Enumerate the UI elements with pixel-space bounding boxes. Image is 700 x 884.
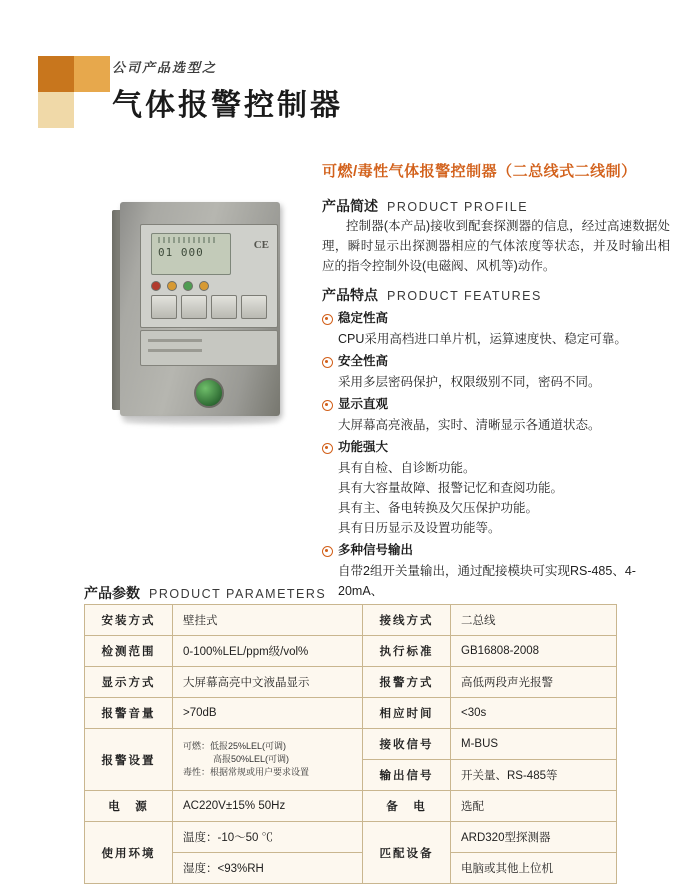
product-parameters-table	[84, 604, 617, 884]
param-value: 温度：-10～50 ℃	[173, 822, 363, 853]
param-label: 匹配设备	[363, 822, 451, 884]
param-value: 高低两段声光报警	[451, 667, 617, 698]
product-features-list	[322, 308, 674, 623]
feature-line: 具有自检、自诊断功能。	[338, 461, 476, 475]
status-led-icon	[199, 281, 209, 291]
led-indicator-row	[151, 279, 267, 291]
param-value: M-BUS	[451, 729, 617, 760]
param-value: AC220V±15% 50Hz	[173, 791, 363, 822]
param-label: 安装方式	[85, 605, 173, 636]
product-parameters-heading-en: PRODUCT PARAMETERS	[149, 587, 327, 601]
param-value-line: 可燃：低报25%LEL(可调)	[183, 741, 287, 751]
bullet-icon	[322, 400, 333, 411]
table-row	[85, 636, 617, 667]
lcd-bargraph	[158, 237, 218, 243]
feature-line: CPU采用高档进口单片机，运算速度快、稳定可靠。	[338, 332, 627, 346]
device-lower-panel	[140, 330, 278, 366]
feature-item	[322, 437, 674, 538]
feature-item	[322, 308, 674, 349]
param-value: ARD320型探测器	[451, 822, 617, 853]
feature-item	[322, 394, 674, 435]
feature-title-text: 安全性高	[338, 354, 389, 368]
feature-title	[322, 351, 674, 372]
feature-title-text: 显示直观	[338, 397, 389, 411]
product-profile-heading-en: PRODUCT PROFILE	[387, 200, 529, 214]
param-label: 使用环境	[85, 822, 173, 884]
product-headline: 可燃/毒性气体报警控制器（二总线式二线制）	[322, 163, 637, 180]
label-strip-1	[148, 339, 202, 342]
page-header	[0, 0, 700, 140]
param-label: 报警音量	[85, 698, 173, 729]
indicator-lamp-icon	[194, 378, 224, 408]
power-led-icon	[183, 281, 193, 291]
param-value: 二总线	[451, 605, 617, 636]
param-value: 开关量、RS-485等	[451, 760, 617, 791]
param-label: 报警方式	[363, 667, 451, 698]
header-kicker: 公司产品选型之	[112, 60, 218, 75]
ce-mark-icon: CE	[253, 239, 269, 251]
device-body	[120, 202, 280, 416]
feature-line: 具有大容量故障、报警记忆和查阅功能。	[338, 481, 564, 495]
param-value: 壁挂式	[173, 605, 363, 636]
decorative-square-mid	[74, 56, 110, 92]
bullet-icon	[322, 443, 333, 454]
bullet-icon	[322, 546, 333, 557]
feature-title	[322, 308, 674, 329]
param-label: 检测范围	[85, 636, 173, 667]
feature-title	[322, 540, 674, 561]
param-value: >70dB	[173, 698, 363, 729]
feature-line: 大屏幕高亮液晶，实时、清晰显示各通道状态。	[338, 418, 601, 432]
param-value: 0-100%LEL/ppm级/vol%	[173, 636, 363, 667]
bullet-icon	[322, 314, 333, 325]
lcd-screen	[151, 233, 231, 275]
feature-title	[322, 437, 674, 458]
param-value	[173, 729, 363, 791]
param-value: 湿度：<93%RH	[173, 853, 363, 884]
feature-title	[322, 394, 674, 415]
table-row	[85, 729, 617, 760]
device-shadow	[122, 418, 280, 425]
param-value: 大屏幕高亮中文液晶显示	[173, 667, 363, 698]
keypad-button-1	[151, 295, 177, 319]
param-value: 选配	[451, 791, 617, 822]
feature-item	[322, 351, 674, 392]
keypad-button-2	[181, 295, 207, 319]
product-parameters-heading	[84, 583, 326, 603]
product-image	[112, 196, 298, 426]
label-strip-2	[148, 349, 202, 352]
fault-led-icon	[167, 281, 177, 291]
table-row	[85, 791, 617, 822]
decorative-square-light	[38, 92, 74, 128]
param-label: 显示方式	[85, 667, 173, 698]
param-label: 接收信号	[363, 729, 451, 760]
param-label: 报警设置	[85, 729, 173, 791]
page-title: 气体报警控制器	[112, 89, 343, 122]
param-value: GB16808-2008	[451, 636, 617, 667]
device-front-panel	[140, 224, 278, 328]
product-parameters-heading-cn: 产品参数	[84, 585, 140, 601]
param-label: 备 电	[363, 791, 451, 822]
bullet-icon	[322, 357, 333, 368]
param-value-line: 高报50%LEL(可调)	[213, 754, 290, 764]
product-features-heading-en: PRODUCT FEATURES	[387, 289, 542, 303]
product-profile-heading	[322, 196, 528, 216]
feature-line: 具有主、备电转换及欠压保护功能。	[338, 501, 539, 515]
keypad-row	[151, 295, 269, 321]
product-profile-heading-cn: 产品简述	[322, 198, 378, 214]
table-row	[85, 605, 617, 636]
feature-title-text: 功能强大	[338, 440, 389, 454]
param-label: 相应时间	[363, 698, 451, 729]
keypad-button-4	[241, 295, 267, 319]
product-features-heading-cn: 产品特点	[322, 287, 378, 303]
param-value-line: 毒性：根据常规或用户要求设置	[183, 767, 310, 777]
table-row	[85, 822, 617, 853]
param-label: 执行标准	[363, 636, 451, 667]
param-label: 接线方式	[363, 605, 451, 636]
lcd-reading: 01 000	[158, 246, 204, 259]
feature-title-text: 稳定性高	[338, 311, 389, 325]
param-label: 输出信号	[363, 760, 451, 791]
table-row	[85, 698, 617, 729]
param-label: 电 源	[85, 791, 173, 822]
decorative-square-dark	[38, 56, 74, 92]
keypad-button-3	[211, 295, 237, 319]
product-features-heading	[322, 285, 542, 305]
feature-line: 采用多层密码保护，权限级别不同，密码不同。	[338, 375, 601, 389]
param-value: <30s	[451, 698, 617, 729]
feature-line: 自带2组开关量输出，通过配接模块可实现RS-485、4-20mA、	[338, 564, 636, 598]
feature-title-text: 多种信号输出	[338, 543, 414, 557]
alarm-led-icon	[151, 281, 161, 291]
table-row	[85, 667, 617, 698]
feature-line: 具有日历显示及设置功能等。	[338, 521, 501, 535]
param-value: 电脑或其他上位机	[451, 853, 617, 884]
product-profile-body: 控制器(本产品)接收到配套探测器的信息，经过高速数据处理，瞬时显示出探测器相应的气体浓度等状态，并及时输出相应的指令控制外设(电磁阀、风机等)动作。	[322, 219, 670, 273]
